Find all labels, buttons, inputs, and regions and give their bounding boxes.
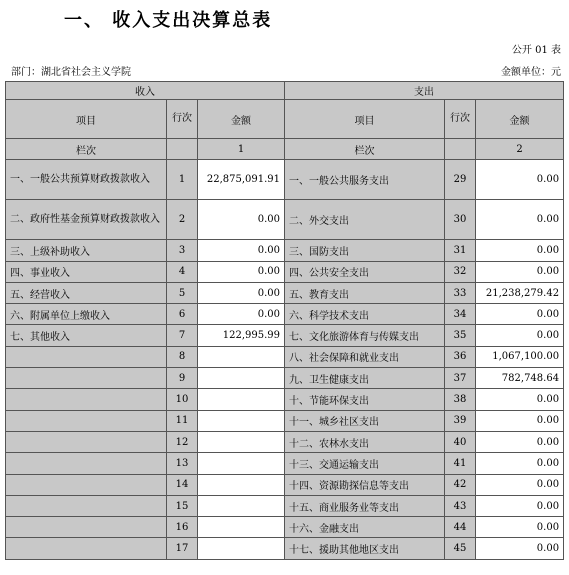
- income-row-no-cell: 11: [167, 410, 198, 431]
- table-row: [6, 431, 564, 452]
- income-amount-cell: 0.00: [198, 282, 285, 303]
- income-item-cell: [6, 474, 167, 495]
- table-row: [6, 325, 564, 346]
- expense-item-cell: 十二、农林水支出: [285, 431, 445, 452]
- expense-item-cell: 四、公共安全支出: [285, 261, 445, 282]
- income-row-no-cell: 3: [167, 240, 198, 261]
- expense-amount-cell: 0.00: [476, 495, 564, 516]
- income-row-no-cell: 14: [167, 474, 198, 495]
- income-row-no-cell: 2: [167, 200, 198, 240]
- income-row-no-header: 行次: [167, 100, 198, 139]
- expense-row-no-cell: 42: [445, 474, 476, 495]
- income-item-cell: [6, 517, 167, 538]
- income-item-cell: 三、上级补助收入: [6, 240, 167, 261]
- table-row: [6, 304, 564, 325]
- income-item-cell: 四、事业收入: [6, 261, 167, 282]
- table-row: [6, 389, 564, 410]
- expense-item-cell: 十七、援助其他地区支出: [285, 538, 445, 559]
- income-amount-cell: [198, 389, 285, 410]
- income-row-no-cell: 15: [167, 495, 198, 516]
- expense-column-index-label: 栏次: [285, 139, 445, 160]
- expense-row-no-cell: 45: [445, 538, 476, 559]
- table-row: [6, 240, 564, 261]
- expense-amount-cell: 0.00: [476, 453, 564, 474]
- expense-amount-cell: 21,238,279.42: [476, 282, 564, 303]
- table-row: [6, 410, 564, 431]
- table-row: [6, 538, 564, 559]
- income-item-cell: [6, 538, 167, 559]
- table-row: [6, 160, 564, 200]
- department-label: 部门：湖北省社会主义学院: [11, 67, 131, 78]
- expense-row-no-cell: 31: [445, 240, 476, 261]
- expense-item-cell: 九、卫生健康支出: [285, 368, 445, 389]
- income-row-no-cell: 8: [167, 346, 198, 367]
- income-amount-cell: [198, 368, 285, 389]
- income-amount-cell: 0.00: [198, 261, 285, 282]
- expense-item-cell: 十六、金融支出: [285, 517, 445, 538]
- income-amount-cell: 122,995.99: [198, 325, 285, 346]
- income-amount-cell: [198, 474, 285, 495]
- expense-amount-cell: 0.00: [476, 410, 564, 431]
- income-amount-cell: [198, 346, 285, 367]
- income-amount-cell: [198, 517, 285, 538]
- table-row: [6, 282, 564, 303]
- expense-item-cell: 十、节能环保支出: [285, 389, 445, 410]
- income-amount-cell: [198, 453, 285, 474]
- header-row-sections: [6, 82, 564, 100]
- expense-row-no-cell: 35: [445, 325, 476, 346]
- income-amount-cell: 22,875,091.91: [198, 160, 285, 200]
- expense-row-no-cell: 30: [445, 200, 476, 240]
- expense-amount-cell: 0.00: [476, 261, 564, 282]
- expense-amount-cell: 0.00: [476, 431, 564, 452]
- income-amount-cell: 0.00: [198, 200, 285, 240]
- income-column-index-label: 栏次: [6, 139, 167, 160]
- expense-amount-cell: 0.00: [476, 517, 564, 538]
- expense-item-cell: 十一、城乡社区支出: [285, 410, 445, 431]
- expense-row-no-cell: 40: [445, 431, 476, 452]
- income-row-no-cell: 13: [167, 453, 198, 474]
- table-row: [6, 517, 564, 538]
- expense-amount-cell: 0.00: [476, 389, 564, 410]
- expense-amount-cell: 0.00: [476, 160, 564, 200]
- expense-amount-cell: 0.00: [476, 240, 564, 261]
- income-expense-table: [5, 81, 564, 560]
- income-item-cell: 二、政府性基金预算财政拨款收入: [6, 200, 167, 240]
- income-row-no-cell: 16: [167, 517, 198, 538]
- income-item-cell: [6, 410, 167, 431]
- expense-header: 支出: [285, 82, 564, 100]
- expense-row-no-cell: 36: [445, 346, 476, 367]
- expense-column-index-blank: [445, 139, 476, 160]
- table-row: [6, 200, 564, 240]
- expense-item-cell: 一、一般公共服务支出: [285, 160, 445, 200]
- expense-item-header: 项目: [285, 100, 445, 139]
- expense-row-no-cell: 29: [445, 160, 476, 200]
- income-item-cell: [6, 346, 167, 367]
- income-amount-cell: [198, 538, 285, 559]
- table-row: [6, 474, 564, 495]
- income-row-no-cell: 5: [167, 282, 198, 303]
- income-amount-cell: 0.00: [198, 240, 285, 261]
- expense-item-cell: 十三、交通运输支出: [285, 453, 445, 474]
- expense-item-cell: 二、外交支出: [285, 200, 445, 240]
- income-column-index-no: 1: [198, 139, 285, 160]
- income-item-cell: 六、附属单位上缴收入: [6, 304, 167, 325]
- expense-column-index-no: 2: [476, 139, 564, 160]
- expense-item-cell: 十四、资源勘探信息等支出: [285, 474, 445, 495]
- expense-row-no-cell: 37: [445, 368, 476, 389]
- income-row-no-cell: 6: [167, 304, 198, 325]
- expense-amount-cell: 782,748.64: [476, 368, 564, 389]
- expense-row-no-cell: 32: [445, 261, 476, 282]
- income-item-header: 项目: [6, 100, 167, 139]
- expense-amount-cell: 0.00: [476, 304, 564, 325]
- income-amount-cell: [198, 431, 285, 452]
- income-item-cell: [6, 431, 167, 452]
- income-item-cell: [6, 495, 167, 516]
- expense-amount-cell: 0.00: [476, 538, 564, 559]
- table-row: [6, 261, 564, 282]
- income-row-no-cell: 7: [167, 325, 198, 346]
- expense-item-cell: 十五、商业服务业等支出: [285, 495, 445, 516]
- expense-item-cell: 三、国防支出: [285, 240, 445, 261]
- expense-row-no-cell: 38: [445, 389, 476, 410]
- income-amount-header: 金额: [198, 100, 285, 139]
- expense-row-no-cell: 39: [445, 410, 476, 431]
- expense-amount-cell: 0.00: [476, 474, 564, 495]
- form-code: 公开 01 表: [511, 45, 561, 56]
- income-row-no-cell: 9: [167, 368, 198, 389]
- income-amount-cell: [198, 495, 285, 516]
- header-row-columns: [6, 100, 564, 139]
- expense-amount-cell: 1,067,100.00: [476, 346, 564, 367]
- income-row-no-cell: 12: [167, 431, 198, 452]
- income-item-cell: [6, 453, 167, 474]
- page-title: 一、 收入支出决算总表: [64, 10, 273, 31]
- income-header: 收入: [6, 82, 285, 100]
- income-item-cell: [6, 368, 167, 389]
- expense-row-no-cell: 34: [445, 304, 476, 325]
- expense-item-cell: 八、社会保障和就业支出: [285, 346, 445, 367]
- table-row: [6, 495, 564, 516]
- income-column-index-blank: [167, 139, 198, 160]
- income-item-cell: [6, 389, 167, 410]
- income-amount-cell: [198, 410, 285, 431]
- income-amount-cell: 0.00: [198, 304, 285, 325]
- expense-row-no-cell: 33: [445, 282, 476, 303]
- income-row-no-cell: 10: [167, 389, 198, 410]
- income-row-no-cell: 4: [167, 261, 198, 282]
- expense-amount-header: 金额: [476, 100, 564, 139]
- expense-item-cell: 五、教育支出: [285, 282, 445, 303]
- table-row: [6, 346, 564, 367]
- expense-amount-cell: 0.00: [476, 325, 564, 346]
- expense-item-cell: 六、科学技术支出: [285, 304, 445, 325]
- expense-amount-cell: 0.00: [476, 200, 564, 240]
- expense-item-cell: 七、文化旅游体育与传媒支出: [285, 325, 445, 346]
- expense-row-no-cell: 41: [445, 453, 476, 474]
- income-item-cell: 七、其他收入: [6, 325, 167, 346]
- column-index-row: [6, 139, 564, 160]
- table-row: [6, 453, 564, 474]
- expense-row-no-cell: 44: [445, 517, 476, 538]
- income-item-cell: 一、一般公共预算财政拨款收入: [6, 160, 167, 200]
- income-item-cell: 五、经营收入: [6, 282, 167, 303]
- income-row-no-cell: 1: [167, 160, 198, 200]
- table-row: [6, 368, 564, 389]
- expense-row-no-header: 行次: [445, 100, 476, 139]
- expense-row-no-cell: 43: [445, 495, 476, 516]
- income-row-no-cell: 17: [167, 538, 198, 559]
- amount-unit-label: 金额单位：元: [501, 67, 561, 78]
